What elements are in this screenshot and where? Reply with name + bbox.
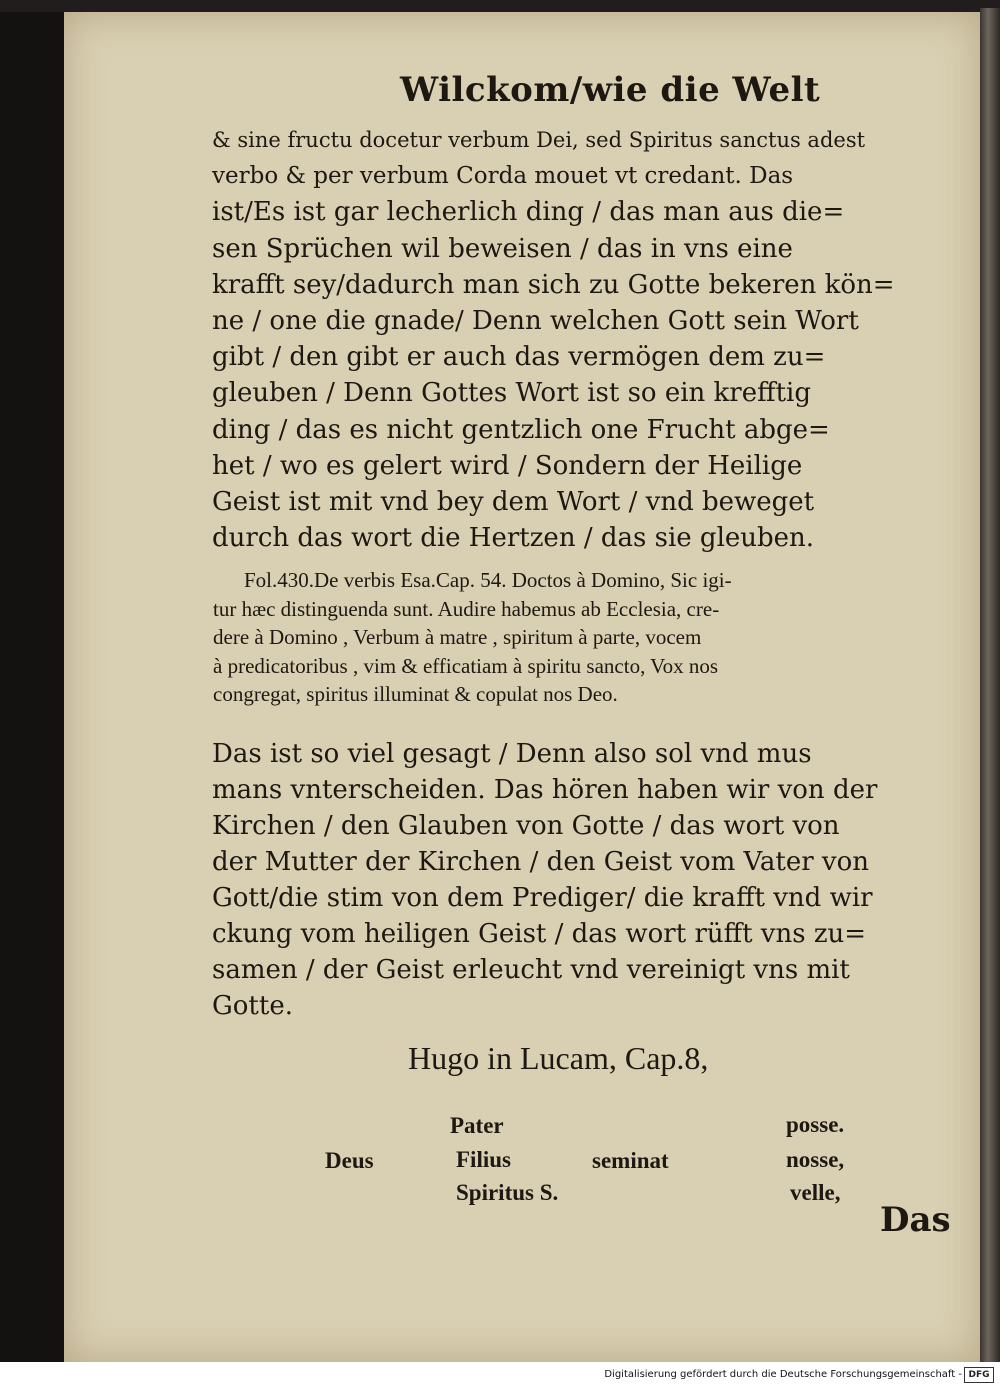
text-line: krafft sey/dadurch man sich zu Gotte bekeren kön= — [212, 269, 895, 300]
table-spiritus: Spiritus S. — [456, 1180, 559, 1205]
text-line: & sine fructu docetur verbum Dei, sed Spiritus sanctus adest — [212, 128, 866, 152]
dfg-logo: DFG — [964, 1367, 994, 1383]
text-line: ding / das es nicht gentzlich one Frucht abge= — [212, 414, 830, 445]
table-posse: posse. — [786, 1112, 845, 1137]
table-filius: Filius — [456, 1147, 511, 1172]
text-line: gleuben / Denn Gottes Wort ist so ein krefftig — [212, 378, 812, 409]
text-line: tur hæc distinguenda sunt. Audire habemus ab Ecclesia, cre- — [213, 596, 720, 621]
text-line: congregat, spiritus illuminat & copulat nos Deo. — [213, 682, 618, 706]
text-line: mans vnterscheiden. Das hören haben wir von der — [212, 775, 878, 805]
text-line: Kirchen / den Glauben von Gotte / das wort von — [212, 811, 840, 841]
text-line: ne / one die gnade/ Denn welchen Gott sein Wort — [212, 306, 859, 336]
table-nosse: nosse, — [786, 1147, 845, 1172]
running-header: Wilckom/wie die Welt — [400, 70, 821, 110]
footer-credit: Digitalisierung gefördert durch die Deutsche Forschungsgemeinschaft - — [604, 1369, 962, 1380]
footer-bar — [0, 1362, 1000, 1388]
text-line: ist/Es ist gar lecherlich ding / das man aus die= — [212, 197, 845, 228]
text-line: ckung vom heiligen Geist / das wort rüfft vns zu= — [212, 919, 867, 949]
text-line: durch das wort die Hertzen / das sie gleuben. — [212, 523, 815, 554]
text-line: Gott/die stim von dem Prediger/ die krafft vnd wir — [212, 883, 873, 913]
text-line: Das ist so viel gesagt / Denn also sol vnd mus — [212, 739, 812, 769]
text-line: der Mutter der Kirchen / den Geist vom Vater von — [212, 847, 870, 877]
text-line: gibt / den gibt er auch das vermögen dem zu= — [212, 342, 826, 373]
text-line: à predicatoribus , vim & efficatiam à spiritu sancto, Vox nos — [213, 653, 719, 678]
text-line: samen / der Geist erleucht vnd vereinigt vns mit — [212, 955, 850, 985]
scan-right-edge — [980, 8, 1000, 1368]
text-line: Geist ist mit vnd bey dem Wort / vnd beweget — [212, 487, 815, 517]
section-title: Hugo in Lucam, Cap.8, — [408, 1040, 709, 1076]
text-line: Fol.430.De verbis Esa.Cap. 54. Doctos à Domino, Sic igi- — [244, 568, 732, 592]
text-line: Gotte. — [212, 991, 293, 1021]
table-deus: Deus — [325, 1148, 374, 1173]
scan-left-margin — [0, 12, 64, 1362]
text-line: verbo & per verbum Corda mouet vt credant. Das — [212, 163, 794, 190]
table-pater: Pater — [450, 1113, 504, 1138]
text-line: sen Sprüchen wil beweisen / das in vns eine — [212, 233, 793, 264]
text-line: het / wo es gelert wird / Sondern der Heilige — [212, 450, 803, 481]
catchword: Das — [880, 1200, 951, 1240]
table-velle: velle, — [790, 1180, 841, 1205]
text-line: dere à Domino , Verbum à matre , spiritum à parte, vocem — [213, 625, 702, 649]
table-seminat: seminat — [592, 1148, 669, 1173]
